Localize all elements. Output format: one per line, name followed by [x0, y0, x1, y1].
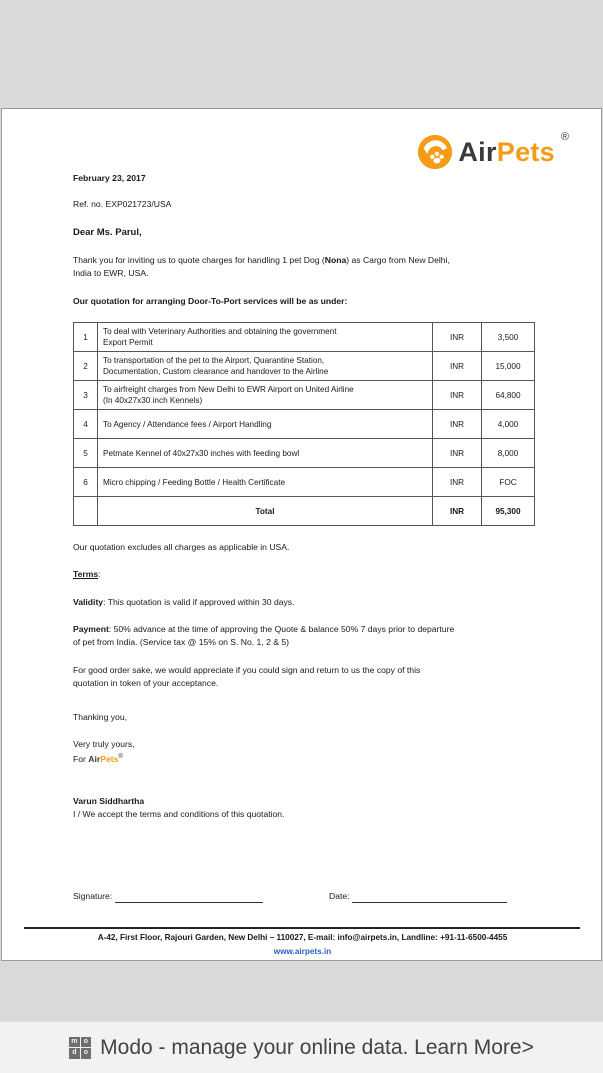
footer-website-link[interactable]: www.airpets.in: [273, 947, 332, 956]
modo-logo-icon: [69, 1037, 91, 1059]
for-label: For: [73, 753, 89, 764]
payment-text-1: : 50% advance at the time of approving the Quote & balance 50% 7 days prior to departure: [108, 624, 455, 634]
row-amount: 15,000: [482, 352, 535, 381]
total-row: [74, 497, 535, 526]
acceptance-line: I / We accept the terms and conditions of this quotation.: [73, 809, 285, 819]
date-line: [352, 892, 507, 903]
row-description-line-2: Documentation, Custom clearance and handover to the Airline: [103, 367, 329, 376]
row-currency: INR: [433, 468, 482, 497]
row-currency: INR: [433, 323, 482, 352]
row-currency: INR: [433, 352, 482, 381]
row-description-line-1: Petmate Kennel of 40x27x30 inches with feeding bowl: [103, 448, 300, 458]
date-label: Date:: [329, 891, 350, 901]
pet-name: Nona: [324, 255, 347, 265]
quotation-letter-page: [1, 108, 602, 961]
terms-label: Terms: [73, 569, 99, 579]
payment-term: [73, 623, 543, 648]
footer-address: A-42, First Floor, Rajouri Garden, New Delhi – 110027, E-mail: info@airpets.in, Landline: +91-11-6500-4455: [97, 933, 508, 942]
table-row: [74, 410, 535, 439]
signature-label: Signature:: [73, 891, 113, 901]
row-description: [98, 410, 433, 439]
intro-paragraph: [73, 254, 535, 279]
quotation-table: [73, 322, 535, 526]
row-number: 6: [74, 468, 98, 497]
table-row: [74, 323, 535, 352]
letter-date: February 23, 2017: [73, 173, 146, 183]
terms-heading: [73, 568, 101, 581]
row-currency: INR: [433, 439, 482, 468]
paw-badge-icon: [416, 133, 454, 171]
row-description-line-2: (In 40x27x30 inch Kennels): [103, 396, 203, 405]
modo-icon-letter: o: [81, 1037, 92, 1048]
for-brand-air: Air: [88, 753, 101, 764]
terms-colon: :: [98, 569, 101, 579]
row-number: 1: [74, 323, 98, 352]
row-amount: FOC: [482, 468, 535, 497]
validity-term: [73, 596, 295, 609]
row-description: [98, 439, 433, 468]
signature-field: [73, 890, 263, 903]
payment-text-2: of pet from India. (Service tax @ 15% on S. No. 1, 2 & 5): [73, 636, 290, 647]
row-description: [98, 468, 433, 497]
row-number: 3: [74, 381, 98, 410]
row-number: 2: [74, 352, 98, 381]
modo-icon-letter: d: [69, 1048, 80, 1059]
row-description-line-2: Export Permit: [103, 338, 153, 347]
row-description-line-1: To deal with Veterinary Authorities and obtaining the government: [103, 327, 337, 336]
signature-line: [115, 892, 263, 903]
row-description-line-1: To Agency / Attendance fees / Airport Handling: [103, 419, 272, 429]
row-currency: INR: [433, 381, 482, 410]
good-order-paragraph: [73, 664, 543, 689]
total-blank-cell: [74, 497, 98, 526]
table-row: [74, 352, 535, 381]
intro-text-b: ) as Cargo from New Delhi,: [346, 255, 450, 265]
total-amount: 95,300: [482, 497, 535, 526]
footer-divider: [24, 927, 580, 929]
signer-name: Varun Siddhartha: [73, 796, 145, 806]
table-row: [74, 439, 535, 468]
modo-icon-letter: m: [69, 1037, 80, 1048]
total-currency: INR: [433, 497, 482, 526]
row-description-line-1: To airfreight charges from New Delhi to EWR Airport on United Airline: [103, 385, 354, 394]
airpets-logo: [416, 131, 569, 171]
reference-number: Ref. no. EXP021723/USA: [73, 199, 172, 209]
row-amount: 4,000: [482, 410, 535, 439]
registered-mark: ®: [560, 131, 569, 143]
table-row: [74, 468, 535, 497]
row-description-line-1: Micro chipping / Feeding Bottle / Health Certificate: [103, 477, 286, 487]
row-description: [98, 381, 433, 410]
row-description: [98, 323, 433, 352]
logo-pets-text: Pets: [496, 136, 555, 167]
salutation: Dear Ms. Parul,: [73, 227, 142, 238]
row-currency: INR: [433, 410, 482, 439]
table-row: [74, 381, 535, 410]
row-amount: 3,500: [482, 323, 535, 352]
row-number: 4: [74, 410, 98, 439]
date-field: [329, 890, 507, 903]
row-amount: 64,800: [482, 381, 535, 410]
for-brand-pets: Pets: [100, 753, 119, 764]
row-number: 5: [74, 439, 98, 468]
good-order-text-2: quotation in token of your acceptance.: [73, 677, 219, 688]
closing-line: Very truly yours,: [73, 739, 135, 749]
row-description: [98, 352, 433, 381]
good-order-text-1: For good order sake, we would appreciate if you could sign and return to us the copy of this: [73, 665, 421, 675]
modo-icon-letter: o: [81, 1048, 92, 1059]
logo-air-text: Air: [458, 136, 497, 167]
for-company-line: [73, 751, 123, 765]
excludes-note: Our quotation excludes all charges as applicable in USA.: [73, 542, 290, 552]
modo-ad-banner[interactable]: [0, 1021, 603, 1073]
total-label: Total: [98, 497, 433, 526]
banner-text[interactable]: Modo - manage your online data. Learn More>: [100, 1035, 534, 1059]
logo-wordmark: [458, 137, 555, 168]
row-amount: 8,000: [482, 439, 535, 468]
payment-label: Payment: [73, 624, 109, 634]
for-brand-reg: ®: [118, 754, 123, 760]
validity-text: : This quotation is valid if approved within 30 days.: [103, 597, 295, 607]
intro-text-c: India to EWR, USA.: [73, 267, 149, 278]
row-description-line-1: To transportation of the pet to the Airport, Quarantine Station,: [103, 356, 325, 365]
thanking-line: Thanking you,: [73, 712, 127, 722]
intro-text-a: Thank you for inviting us to quote charges for handling 1 pet Dog (: [73, 255, 325, 265]
validity-label: Validity: [73, 597, 104, 607]
quotation-heading: Our quotation for arranging Door-To-Port services will be as under:: [73, 296, 348, 306]
